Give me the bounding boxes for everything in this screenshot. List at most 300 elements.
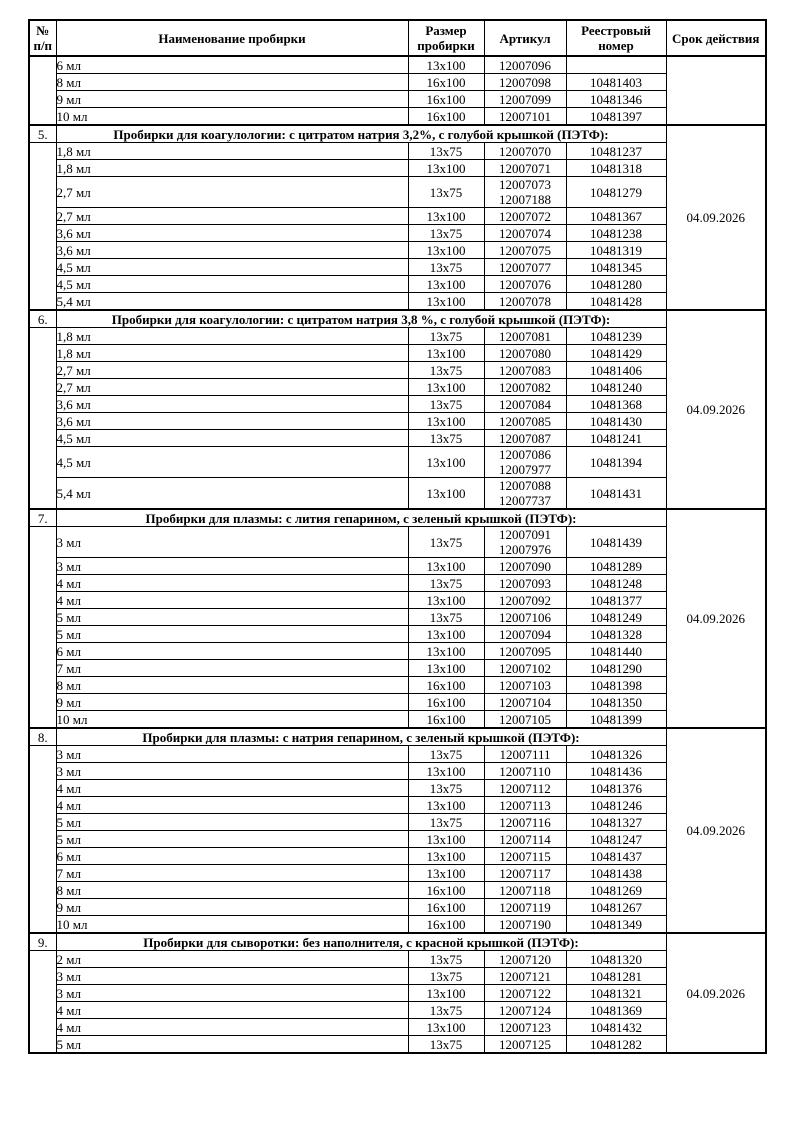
section-header-row <box>29 933 766 951</box>
article-value: 12007102 <box>499 660 551 676</box>
tube-size-cell: 13x100 <box>408 1019 484 1036</box>
tube-size-cell: 13x75 <box>408 225 484 242</box>
article-value: 12007121 <box>499 968 551 984</box>
tube-name-cell: 4 мл <box>56 797 408 814</box>
tube-name-cell: 5 мл <box>56 626 408 643</box>
table-row <box>29 916 766 934</box>
article-value: 12007076 <box>499 276 551 292</box>
registry-number-cell: 10481281 <box>566 968 666 985</box>
section-number: 7. <box>29 509 56 527</box>
column-header: № п/п <box>29 20 56 56</box>
tube-size-cell: 13x100 <box>408 626 484 643</box>
article-value: 12007092 <box>499 592 551 608</box>
tube-size-cell: 13x100 <box>408 379 484 396</box>
article-cell <box>484 951 566 968</box>
article-value: 12007090 <box>499 558 551 574</box>
registry-number-cell: 10481290 <box>566 660 666 677</box>
tube-name-cell: 2,7 мл <box>56 208 408 225</box>
article-value: 12007101 <box>499 108 551 124</box>
article-value: 12007111 <box>499 746 551 762</box>
article-value: 12007073 <box>499 177 551 192</box>
section-header-row <box>29 728 766 746</box>
article-value: 12007095 <box>499 643 551 659</box>
tube-name-cell: 4 мл <box>56 1019 408 1036</box>
tube-size-cell: 13x75 <box>408 609 484 626</box>
registry-number-cell: 10481438 <box>566 865 666 882</box>
tube-size-cell: 13x100 <box>408 592 484 609</box>
article-cell <box>484 694 566 711</box>
article-cell <box>484 797 566 814</box>
article-value: 12007977 <box>499 462 551 477</box>
table-row <box>29 276 766 293</box>
column-header: Срок действия <box>666 20 766 56</box>
tube-size-cell: 13x75 <box>408 527 484 558</box>
article-value: 12007105 <box>499 711 551 727</box>
article-value: 12007094 <box>499 626 551 642</box>
table-row <box>29 626 766 643</box>
article-cell <box>484 345 566 362</box>
registry-number-cell: 10481318 <box>566 160 666 177</box>
registry-number-cell: 10481321 <box>566 985 666 1002</box>
article-cell <box>484 379 566 396</box>
tube-name-cell: 3,6 мл <box>56 225 408 242</box>
tube-size-cell: 13x100 <box>408 865 484 882</box>
tube-name-cell: 3,6 мл <box>56 413 408 430</box>
tube-size-cell: 13x100 <box>408 345 484 362</box>
article-cell <box>484 143 566 160</box>
article-value: 12007088 <box>499 478 551 493</box>
table-row <box>29 362 766 379</box>
table-row <box>29 225 766 242</box>
article-value: 12007098 <box>499 74 551 90</box>
article-cell <box>484 558 566 575</box>
tube-size-cell: 16x100 <box>408 882 484 899</box>
article-cell <box>484 592 566 609</box>
article-value: 12007096 <box>499 57 551 73</box>
article-value: 12007113 <box>499 797 551 813</box>
tube-name-cell: 6 мл <box>56 56 408 74</box>
tube-name-cell: 1,8 мл <box>56 160 408 177</box>
article-value: 12007078 <box>499 293 551 309</box>
article-cell <box>484 225 566 242</box>
article-cell <box>484 478 566 510</box>
table-row <box>29 899 766 916</box>
article-cell <box>484 660 566 677</box>
registry-number-cell: 10481240 <box>566 379 666 396</box>
table-row <box>29 430 766 447</box>
article-cell <box>484 711 566 729</box>
table-row <box>29 413 766 430</box>
tube-name-cell: 1,8 мл <box>56 345 408 362</box>
tube-size-cell: 13x75 <box>408 177 484 208</box>
registry-number-cell: 10481247 <box>566 831 666 848</box>
tube-name-cell: 4,5 мл <box>56 276 408 293</box>
article-cell <box>484 1002 566 1019</box>
article-value: 12007085 <box>499 413 551 429</box>
registry-number-cell: 10481440 <box>566 643 666 660</box>
article-cell <box>484 865 566 882</box>
article-cell <box>484 430 566 447</box>
table-row <box>29 575 766 592</box>
table-body <box>29 56 766 1053</box>
article-cell <box>484 413 566 430</box>
validity-cell: 04.09.2026 <box>666 933 766 1053</box>
article-value: 12007104 <box>499 694 551 710</box>
table-row <box>29 848 766 865</box>
tube-size-cell: 13x100 <box>408 293 484 311</box>
tube-name-cell: 4 мл <box>56 780 408 797</box>
registry-number-cell: 10481237 <box>566 143 666 160</box>
tube-size-cell: 16x100 <box>408 677 484 694</box>
article-value: 12007070 <box>499 143 551 159</box>
validity-cell: 04.09.2026 <box>666 728 766 933</box>
table-row <box>29 882 766 899</box>
article-value: 12007103 <box>499 677 551 693</box>
registry-number-cell: 10481267 <box>566 899 666 916</box>
tube-size-cell: 13x75 <box>408 968 484 985</box>
tube-size-cell: 13x75 <box>408 1002 484 1019</box>
table-row <box>29 143 766 160</box>
table-row <box>29 108 766 126</box>
registry-number-cell: 10481368 <box>566 396 666 413</box>
article-cell <box>484 814 566 831</box>
table-row <box>29 447 766 478</box>
table-row <box>29 328 766 345</box>
article-value: 12007110 <box>499 763 551 779</box>
tube-name-cell: 9 мл <box>56 899 408 916</box>
validity-cell: 04.09.2026 <box>666 509 766 728</box>
table-row <box>29 797 766 814</box>
tube-name-cell: 10 мл <box>56 711 408 729</box>
table-row <box>29 1036 766 1054</box>
table-row <box>29 293 766 311</box>
section-title: Пробирки для коагулологии: с цитратом натрия 3,2%, с голубой крышкой (ПЭТФ): <box>56 125 666 143</box>
article-value: 12007118 <box>499 882 551 898</box>
table-row <box>29 1019 766 1036</box>
article-cell <box>484 242 566 259</box>
tube-size-cell: 13x100 <box>408 848 484 865</box>
tube-size-cell: 13x75 <box>408 259 484 276</box>
tube-name-cell: 8 мл <box>56 882 408 899</box>
tube-name-cell: 2 мл <box>56 951 408 968</box>
table-row <box>29 746 766 763</box>
tube-name-cell: 4 мл <box>56 592 408 609</box>
table-row <box>29 177 766 208</box>
row-number-cell <box>29 746 56 934</box>
table-row <box>29 694 766 711</box>
article-cell <box>484 882 566 899</box>
table-row <box>29 711 766 729</box>
registry-number-cell: 10481282 <box>566 1036 666 1054</box>
tube-name-cell: 1,8 мл <box>56 328 408 345</box>
tube-name-cell: 3 мл <box>56 558 408 575</box>
tube-size-cell: 13x100 <box>408 208 484 225</box>
table-row <box>29 951 766 968</box>
tube-size-cell: 13x100 <box>408 478 484 510</box>
tube-name-cell: 5,4 мл <box>56 478 408 510</box>
article-value: 12007075 <box>499 242 551 258</box>
registry-number-cell: 10481239 <box>566 328 666 345</box>
registry-number-cell: 10481436 <box>566 763 666 780</box>
article-value: 12007084 <box>499 396 551 412</box>
registry-number-cell: 10481280 <box>566 276 666 293</box>
tube-size-cell: 13x75 <box>408 575 484 592</box>
article-cell <box>484 208 566 225</box>
tubes-table <box>28 19 767 1054</box>
registry-number-cell: 10481326 <box>566 746 666 763</box>
tube-name-cell: 2,7 мл <box>56 379 408 396</box>
article-cell <box>484 56 566 74</box>
article-value: 12007071 <box>499 160 551 176</box>
article-cell <box>484 1019 566 1036</box>
tube-name-cell: 4,5 мл <box>56 259 408 276</box>
registry-number-cell: 10481394 <box>566 447 666 478</box>
article-cell <box>484 899 566 916</box>
table-row <box>29 831 766 848</box>
article-cell <box>484 968 566 985</box>
tube-size-cell: 13x75 <box>408 746 484 763</box>
registry-number-cell: 10481328 <box>566 626 666 643</box>
tube-name-cell: 5 мл <box>56 814 408 831</box>
tube-size-cell: 13x100 <box>408 447 484 478</box>
article-value: 12007116 <box>499 814 551 830</box>
section-header-row <box>29 125 766 143</box>
table-row <box>29 1002 766 1019</box>
tube-size-cell: 16x100 <box>408 899 484 916</box>
tube-size-cell: 13x100 <box>408 160 484 177</box>
tube-name-cell: 3,6 мл <box>56 396 408 413</box>
tube-size-cell: 16x100 <box>408 916 484 934</box>
registry-number-cell: 10481403 <box>566 74 666 91</box>
registry-number-cell: 10481369 <box>566 1002 666 1019</box>
tube-name-cell: 3 мл <box>56 763 408 780</box>
table-row <box>29 985 766 1002</box>
article-value: 12007091 <box>499 527 551 542</box>
tube-name-cell: 7 мл <box>56 660 408 677</box>
column-header: Реестровый номер <box>566 20 666 56</box>
registry-number-cell: 10481346 <box>566 91 666 108</box>
tube-name-cell: 3 мл <box>56 968 408 985</box>
table-row <box>29 814 766 831</box>
table-row <box>29 56 766 74</box>
tube-name-cell: 5 мл <box>56 609 408 626</box>
article-cell <box>484 780 566 797</box>
tube-size-cell: 16x100 <box>408 91 484 108</box>
registry-number-cell: 10481246 <box>566 797 666 814</box>
tube-size-cell: 16x100 <box>408 74 484 91</box>
registry-number-cell: 10481345 <box>566 259 666 276</box>
section-number: 8. <box>29 728 56 746</box>
article-value: 12007074 <box>499 225 551 241</box>
article-cell <box>484 916 566 934</box>
table-row <box>29 763 766 780</box>
table-row <box>29 242 766 259</box>
article-value: 12007112 <box>499 780 551 796</box>
registry-number-cell: 10481269 <box>566 882 666 899</box>
tube-name-cell: 5 мл <box>56 1036 408 1054</box>
section-number: 9. <box>29 933 56 951</box>
registry-number-cell: 10481320 <box>566 951 666 968</box>
table-row <box>29 780 766 797</box>
table-header <box>29 20 766 56</box>
article-cell <box>484 575 566 592</box>
tube-size-cell: 13x75 <box>408 1036 484 1054</box>
tube-size-cell: 13x75 <box>408 328 484 345</box>
registry-number-cell: 10481289 <box>566 558 666 575</box>
article-cell <box>484 985 566 1002</box>
article-value: 12007123 <box>499 1019 551 1035</box>
registry-number-cell: 10481399 <box>566 711 666 729</box>
article-cell <box>484 276 566 293</box>
tube-name-cell: 7 мл <box>56 865 408 882</box>
registry-number-cell: 10481432 <box>566 1019 666 1036</box>
header-row <box>29 20 766 56</box>
validity-cell <box>666 56 766 125</box>
section-title: Пробирки для плазмы: с лития гепарином, с зеленый крышкой (ПЭТФ): <box>56 509 666 527</box>
table-row <box>29 865 766 882</box>
registry-number-cell: 10481367 <box>566 208 666 225</box>
tube-size-cell: 13x100 <box>408 56 484 74</box>
table-row <box>29 527 766 558</box>
tube-size-cell: 16x100 <box>408 694 484 711</box>
article-value: 12007106 <box>499 609 551 625</box>
registry-number-cell: 10481238 <box>566 225 666 242</box>
article-cell <box>484 527 566 558</box>
registry-number-cell: 10481248 <box>566 575 666 592</box>
article-cell <box>484 848 566 865</box>
tube-name-cell: 3 мл <box>56 527 408 558</box>
article-cell <box>484 177 566 208</box>
tube-name-cell: 4,5 мл <box>56 447 408 478</box>
tube-name-cell: 5 мл <box>56 831 408 848</box>
tube-name-cell: 9 мл <box>56 694 408 711</box>
registry-number-cell: 10481249 <box>566 609 666 626</box>
tube-name-cell: 3 мл <box>56 985 408 1002</box>
article-value: 12007976 <box>499 542 551 557</box>
tube-size-cell: 13x100 <box>408 831 484 848</box>
tube-name-cell: 2,7 мл <box>56 362 408 379</box>
registry-number-cell: 10481406 <box>566 362 666 379</box>
section-title: Пробирки для сыворотки: без наполнителя, с красной крышкой (ПЭТФ): <box>56 933 666 951</box>
article-cell <box>484 91 566 108</box>
article-value: 12007080 <box>499 345 551 361</box>
registry-number-cell: 10481279 <box>566 177 666 208</box>
article-value: 12007122 <box>499 985 551 1001</box>
registry-number-cell: 10481319 <box>566 242 666 259</box>
article-value: 12007124 <box>499 1002 551 1018</box>
registry-number-cell: 10481327 <box>566 814 666 831</box>
article-value: 12007083 <box>499 362 551 378</box>
article-value: 12007114 <box>499 831 551 847</box>
table-row <box>29 643 766 660</box>
article-cell <box>484 259 566 276</box>
registry-number-cell: 10481377 <box>566 592 666 609</box>
article-value: 12007072 <box>499 208 551 224</box>
tube-name-cell: 5,4 мл <box>56 293 408 311</box>
registry-number-cell: 10481376 <box>566 780 666 797</box>
tube-name-cell: 6 мл <box>56 848 408 865</box>
table-row <box>29 609 766 626</box>
section-title: Пробирки для плазмы: с натрия гепарином, с зеленый крышкой (ПЭТФ): <box>56 728 666 746</box>
article-cell <box>484 447 566 478</box>
tube-name-cell: 10 мл <box>56 108 408 126</box>
tube-name-cell: 3,6 мл <box>56 242 408 259</box>
table-row <box>29 478 766 510</box>
article-value: 12007077 <box>499 259 551 275</box>
validity-cell: 04.09.2026 <box>666 310 766 509</box>
tube-size-cell: 13x75 <box>408 396 484 413</box>
tube-size-cell: 13x75 <box>408 951 484 968</box>
tube-name-cell: 4,5 мл <box>56 430 408 447</box>
tube-size-cell: 16x100 <box>408 711 484 729</box>
tube-size-cell: 13x100 <box>408 643 484 660</box>
tube-name-cell: 8 мл <box>56 677 408 694</box>
table-row <box>29 660 766 677</box>
table-row <box>29 74 766 91</box>
article-value: 12007086 <box>499 447 551 462</box>
registry-number-cell: 10481398 <box>566 677 666 694</box>
table-row <box>29 558 766 575</box>
article-cell <box>484 74 566 91</box>
tube-name-cell: 3 мл <box>56 746 408 763</box>
article-cell <box>484 643 566 660</box>
article-cell <box>484 626 566 643</box>
section-number: 6. <box>29 310 56 328</box>
article-value: 12007082 <box>499 379 551 395</box>
section-header-row <box>29 310 766 328</box>
registry-number-cell: 10481431 <box>566 478 666 510</box>
article-value: 12007087 <box>499 430 551 446</box>
table-row <box>29 677 766 694</box>
section-header-row <box>29 509 766 527</box>
tube-size-cell: 13x75 <box>408 430 484 447</box>
column-header: Наименование пробирки <box>56 20 408 56</box>
row-number-cell <box>29 56 56 125</box>
article-cell <box>484 746 566 763</box>
validity-cell: 04.09.2026 <box>666 125 766 310</box>
tube-size-cell: 13x100 <box>408 413 484 430</box>
tube-name-cell: 9 мл <box>56 91 408 108</box>
tube-name-cell: 10 мл <box>56 916 408 934</box>
tube-size-cell: 16x100 <box>408 108 484 126</box>
registry-number-cell: 10481428 <box>566 293 666 311</box>
article-cell <box>484 108 566 126</box>
registry-number-cell <box>566 56 666 74</box>
tube-size-cell: 13x75 <box>408 780 484 797</box>
tube-name-cell: 2,7 мл <box>56 177 408 208</box>
article-value: 12007099 <box>499 91 551 107</box>
tube-size-cell: 13x100 <box>408 660 484 677</box>
article-cell <box>484 677 566 694</box>
tube-size-cell: 13x75 <box>408 362 484 379</box>
tube-size-cell: 13x100 <box>408 985 484 1002</box>
article-value: 12007081 <box>499 328 551 344</box>
article-value: 12007117 <box>499 865 551 881</box>
row-number-cell <box>29 951 56 1054</box>
table-row <box>29 91 766 108</box>
table-row <box>29 160 766 177</box>
table-row <box>29 345 766 362</box>
tube-size-cell: 13x75 <box>408 143 484 160</box>
registry-number-cell: 10481437 <box>566 848 666 865</box>
article-value: 12007125 <box>499 1036 551 1052</box>
table-row <box>29 968 766 985</box>
table-row <box>29 396 766 413</box>
registry-number-cell: 10481397 <box>566 108 666 126</box>
table-row <box>29 259 766 276</box>
registry-number-cell: 10481430 <box>566 413 666 430</box>
tube-size-cell: 13x100 <box>408 242 484 259</box>
